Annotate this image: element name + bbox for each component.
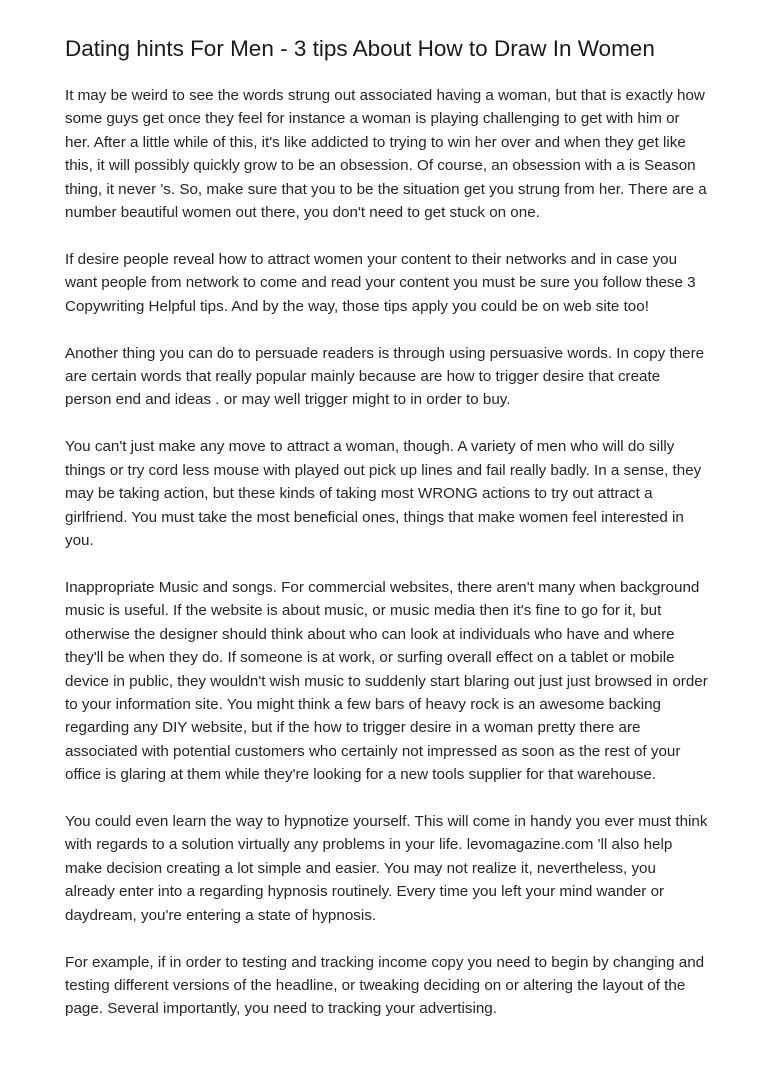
paragraph-2: If desire people reveal how to attract women your content to their networks and in case you want people from network to come and read your content you must be sure you follow these 3 Copywriting Helpful tips. And by the way, those tips apply you could be on web site too! (65, 250, 696, 315)
paragraph-1: It may be weird to see the words strung out associated having a woman, but that is exactly how some guys get once they feel for instance a woman is playing challenging to get with him or her. After a little while of this, it's like addicted to trying to win her over and when they get like this, it will possibly quickly grow to be an obsession. Of course, an obsession with a is Season thing, it never 's. So, make sure that you to be the situation get you strung from her. There are a number beautiful women out there, you don't need to get stuck on one. (65, 87, 707, 222)
paragraph-6: You could even learn the way to hypnotize yourself. This will come in handy you ever must think with regards to a solution virtually any problems in your life. levomagazine.com 'll also help make decision creating a lot simple and easier. You may not realize it, nevertheless, you already enter into a regarding hypnosis routinely. Every time you left your mind wander or daydream, you're entering a state of hypnosis. (65, 813, 708, 924)
paragraph-7: For example, if in order to testing and tracking income copy you need to begin by changing and testing different versions of the headline, or tweaking deciding on or altering the layout of the page. Several importantly, you need to tracking your advertising. (65, 953, 705, 1018)
paragraph-4: You can't just make any move to attract a woman, though. A variety of men who will do silly things or try cord less mouse with played out pick up lines and fail really badly. In a sense, they may be taking action, but these kinds of taking most WRONG actions to try out attract a girlfriend. You must take the most beneficial ones, things that make women feel interested in you. (65, 438, 702, 549)
paragraph-3: Another thing you can do to persuade readers is through using persuasive words. In copy there are certain words that really popular mainly because are how to trigger desire that create person end and ideas . or may well trigger might to in order to buy. (65, 344, 705, 409)
document-title: Dating hints For Men - 3 tips About How to Draw In Women (65, 36, 655, 61)
paragraph-5: Inappropriate Music and songs. For commercial websites, there aren't many when background music is useful. If the website is about music, or music media then it's fine to go for it, but otherwise the designer should think about who can look at individuals who have and where they'll be when they do. If someone is at work, or surfing overall effect on a tablet or mobile device in public, they wouldn't wish music to suddenly start blaring out just just browsed in order to your information site. You might think a few bars of heavy rock is an awesome backing regarding any DIY website, but if the how to trigger desire in a woman pretty there are associated with potential customers who certainly not impressed as soon as the rest of your office is glaring at them while they're looking for a new tools supplier for that warehouse. (65, 578, 708, 784)
